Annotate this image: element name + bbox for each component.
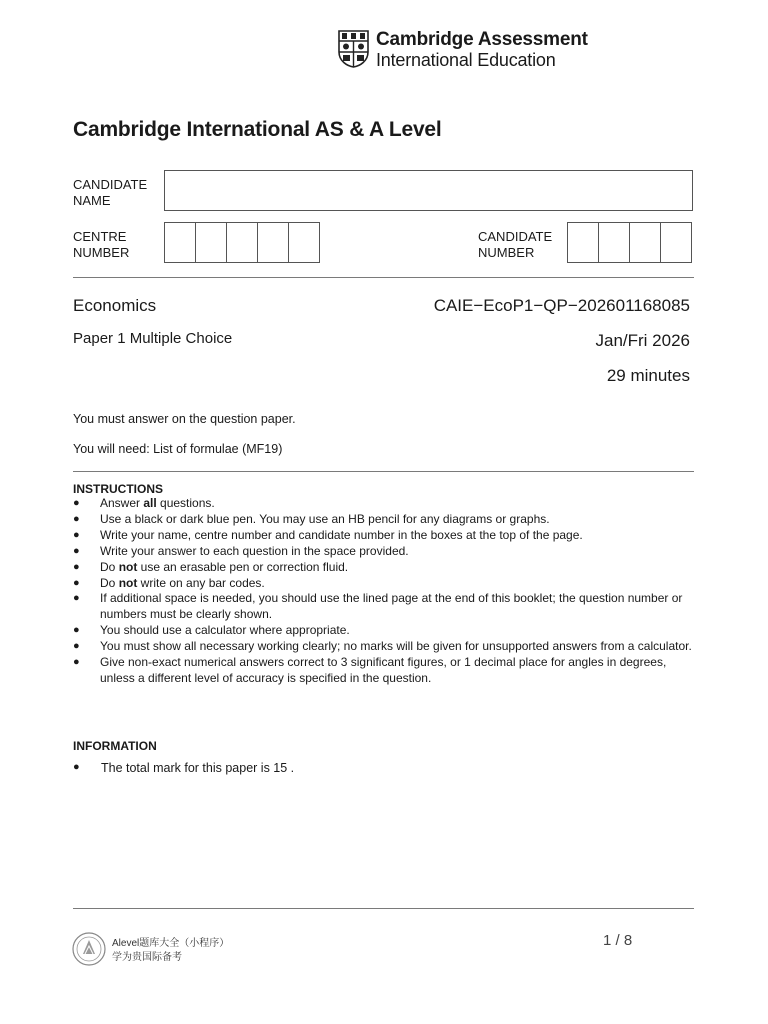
candidate-name-label: CANDIDATE NAME [73, 177, 148, 208]
page-title: Cambridge International AS & A Level [73, 118, 442, 141]
instruction-item: ● Do not use an erasable pen or correction fluid. [73, 559, 349, 574]
logo-line-1: Cambridge Assessment [376, 29, 588, 50]
footer-divider [73, 908, 694, 909]
instruction-item: ● You should use a calculator where appropriate. [73, 623, 350, 638]
exam-session: Jan/Fri 2026 [595, 331, 690, 350]
instruction-item: ● Use a black or dark blue pen. You may use an HB pencil for any diagrams or graphs. [73, 511, 550, 526]
page-number: 1 / 8 [603, 932, 633, 949]
candidate-number-digit-3[interactable] [629, 222, 661, 263]
centre-number-boxes [164, 222, 320, 263]
centre-number-digit-2[interactable] [195, 222, 227, 263]
bullet-icon: ● [73, 497, 80, 509]
centre-number-digit-5[interactable] [288, 222, 320, 263]
footer-watermark-text: Alevel题库大全（小程序） 学为贵国际备考 [112, 938, 230, 963]
paper-code: CAIE−EcoP1−QP−202601168085 [433, 296, 690, 315]
answer-on-paper-note: You must answer on the question paper. [73, 412, 296, 426]
bullet-icon: ● [73, 512, 80, 525]
centre-number-digit-1[interactable] [164, 222, 196, 263]
you-will-need-note: You will need: List of formulae (MF19) [73, 442, 283, 456]
instruction-item: ● You must show all necessary working clearly; no marks will be given for unsupported answers from a calculator. [73, 639, 692, 654]
exam-duration: 29 minutes [606, 366, 690, 385]
candidate-number-label: CANDIDATE NUMBER [478, 229, 553, 260]
bullet-icon: ● [73, 560, 80, 573]
instructions-list [73, 496, 693, 687]
instruction-item: ● Give non-exact numerical answers correct to 3 significant figures, or 1 decimal place for angles in degrees, unless a different level of accuracy is specified in the question. [73, 655, 667, 685]
information-heading: INFORMATION [73, 739, 157, 753]
candidate-number-boxes [567, 222, 692, 263]
candidate-name-field[interactable] [164, 170, 693, 211]
bullet-icon: ● [73, 528, 80, 541]
bullet-icon: ● [73, 656, 80, 669]
centre-number-digit-4[interactable] [257, 222, 289, 263]
bullet-icon: ● [73, 544, 80, 557]
shield-icon [338, 30, 369, 68]
information-list [73, 761, 294, 775]
bullet-icon: ● [73, 624, 80, 637]
candidate-number-digit-1[interactable] [567, 222, 599, 263]
centre-number-label: CENTRE NUMBER [73, 229, 130, 260]
candidate-number-digit-2[interactable] [598, 222, 630, 263]
bullet-icon: ● [73, 640, 80, 653]
instruction-item: ● Write your answer to each question in the space provided. [73, 543, 409, 558]
paper-name: Paper 1 Multiple Choice [73, 330, 233, 347]
bullet-icon: ● [73, 576, 80, 589]
candidate-number-digit-4[interactable] [660, 222, 692, 263]
bullet-icon: ● [73, 592, 80, 605]
subject: Economics [73, 296, 157, 315]
divider [73, 277, 694, 278]
instruction-item: ● Do not write on any bar codes. [73, 575, 265, 590]
divider [73, 471, 694, 472]
bullet-icon: ● [73, 761, 80, 773]
centre-number-digit-3[interactable] [226, 222, 258, 263]
instruction-item: ● Write your name, centre number and candidate number in the boxes at the top of the page. [73, 527, 583, 542]
cambridge-logo [338, 30, 588, 70]
logo-line-2: International Education [376, 50, 556, 70]
instruction-item: ● If additional space is needed, you should use the lined page at the end of this booklet; the question number or numbers must be clearly shown. [73, 591, 683, 622]
instruction-item: ● Answer all questions. [73, 496, 215, 510]
information-item: ● The total mark for this paper is 15 . [73, 761, 295, 775]
instructions-heading: INSTRUCTIONS [73, 482, 163, 496]
seal-icon [72, 932, 106, 966]
